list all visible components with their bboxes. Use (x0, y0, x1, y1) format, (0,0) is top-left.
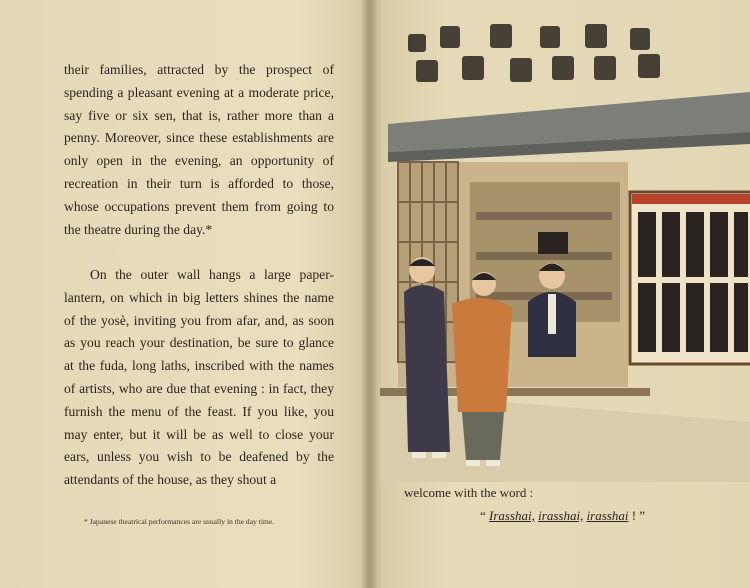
caption-close-quote: ! ” (628, 508, 646, 523)
fuda-board (630, 192, 750, 364)
paragraph-1: their families, attracted by the prospect of spending a pleasant evening at a moderate price, say five or six sen, that is, rather more than a penny. Moreover, since these establishments are only open in the evening, an opportunity of recreation in their turn is afforded to those, whose occupations prevent them from going to the theatre during the day.* (64, 62, 334, 237)
greeting-word-3: irasshai (586, 508, 629, 523)
lantern-sign-glyphs (408, 24, 660, 82)
box-office-sign (538, 232, 568, 254)
caption-open-quote: “ (480, 508, 490, 523)
caption-line-1: welcome with the word : (404, 485, 534, 500)
yose-illustration (380, 12, 750, 482)
greeting-word-2: irasshai, (538, 508, 584, 523)
left-page (0, 0, 368, 588)
paragraph-2: On the outer wall hangs a large paper-lantern, on which in big letters shines the name of the yosè, inviting you from afar, and, as soon as you reach your destination, be sure to glance at the fuda, long laths, inscribed with the names of artists, who are due that evening : in fact, they furnish the menu of the feast. If you like, you may enter, but it will be as well to close your ears, unless you wish to be deafened by the attendants of the house, as they shout a (64, 267, 334, 488)
greeting-word-1: Irasshai, (489, 508, 535, 523)
footnote: * Japanese theatrical performances are usually in the day time. (84, 517, 275, 526)
caption-line-2 (480, 508, 645, 524)
